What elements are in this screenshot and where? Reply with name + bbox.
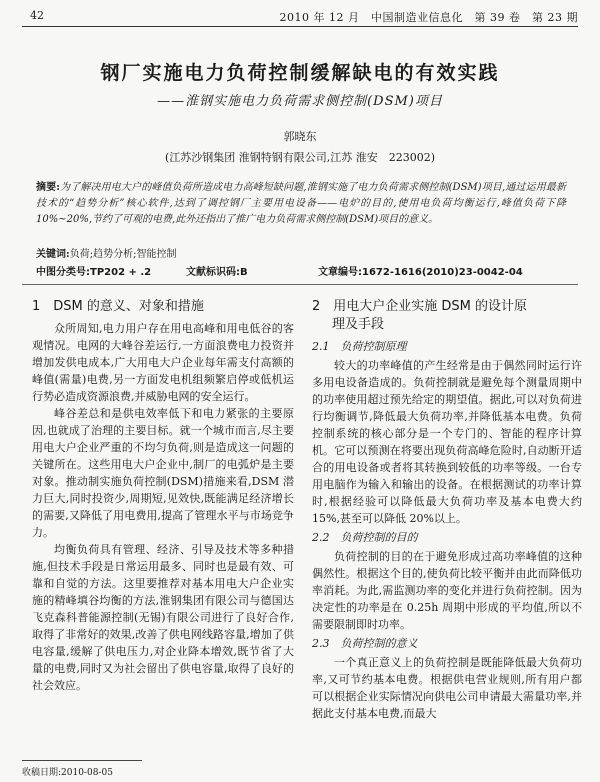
section-1-heading: 1 DSM 的意义、对象和措施 — [32, 299, 204, 314]
keywords-text: 负荷;趋势分析;智能控制 — [69, 249, 177, 260]
keywords — [36, 245, 566, 260]
keywords-label: 关键词: — [36, 249, 70, 260]
paragraph: 较大的功率峰值的产生经常是由于偶然同时运行许多用电设备造成的。负荷控制就是避免每个测量周期中的功率使用超过预先给定的期望值。据此,可以对负荷进行均衡调节,降低最大负荷功率,并降低基本电费。负荷控制系统的核心部分是一个专门的、智能的程序计算机。它可以预测在将要出现负荷高峰危险时,自动断开适合的用电设备或者将其转换到较低的功率等级。一台专用电脑作为输入和输出的设备。在根据测试的功率计算时,根据经验可以降低最大负荷功率及基本电费大约 15%,甚至可以降低 20%以上。 — [312, 359, 582, 525]
abstract-label: 摘要: — [36, 182, 60, 193]
divider — [22, 284, 578, 285]
document-code: 文献标识码:B — [186, 267, 248, 278]
subsection-2-1-heading: 2.1 负荷控制原理 — [312, 340, 407, 353]
subsection-2-3-heading: 2.3 负荷控制的意义 — [312, 637, 418, 650]
article-title: 钢厂实施电力负荷控制缓解缺电的有效实践 — [100, 62, 500, 84]
paragraph: 负荷控制的目的在于避免形成过高功率峰值的这种偶然性。根据这个目的,使负荷比较平衡并由此而降低功率消耗。为此,需监测功率的变化并进行负荷控制。因为决定性的功率是在 0.25h 周期中形成的平均值,所以不需要限制即时功率。 — [312, 550, 582, 631]
article-number: 文章编号:1672-1616(2010)23-0042-04 — [318, 267, 523, 278]
paragraph: 众所周知,电力用户存在用电高峰和用电低谷的客观情况。电网的大峰谷差运行,一方面浪费电力投资并增加发供电成本,广大用电大户企业每年需支付高额的峰值(需量)电费,另一方面发电机组频繁启停或低机运行势必造成资源浪费,并威胁电网的安全运行。 — [32, 322, 294, 403]
author: 郭晓东 — [283, 130, 317, 143]
section-2-heading-line2: 理及手段 — [332, 317, 385, 332]
page-number: 42 — [30, 9, 44, 22]
abstract-text: 为了解决用电大户的峰值负荷所造成电力高峰短缺问题,淮钢实施了电力负荷需求侧控制(DSM)项目,通过运用最新技术的“趋势分析”核心软件,达到了调控钢厂主要用电设备——电炉的目的,使用电负荷均衡运行,峰值负荷下降 10%~20%,节约了可观的电费,此外还指出了推广电力负荷需求侧控制(DSM)项目的意义。 — [36, 182, 566, 225]
section-2-heading-line1: 2 用电大户企业实施 DSM 的设计原 — [312, 299, 528, 314]
paragraph: 均衡负荷具有管理、经济、引导及技术等多种措施,但技术手段是日常运用最多、同时也是最有效、可靠和自觉的方法。这里要推荐对基本用电大户企业实施的精峰填谷均衡的方法,淮钢集团有限公司与德国达飞克森科普能源控制(无锡)有限公司进行了良好合作,取得了非常好的效果,改善了供电网线路容量,增加了供电容量,缓解了供电压力,对企业降本增效,既节省了大量的电费,同时又为社会留出了供电容量,取得了良好的社会效应。 — [32, 543, 294, 692]
subsection-2-2-heading: 2.2 负荷控制的目的 — [312, 531, 418, 544]
clc-number: 中图分类号:TP202 + .2 — [36, 267, 152, 278]
page-header — [22, 4, 578, 27]
paragraph: 峰谷差总和是供电效率低下和电力紧张的主要原因,也就成了治理的主要目标。就一个城市而言,尽主要用电大户企业严重的不均匀负荷,则是造成这一问题的关键所在。这些用电大户企业中,制厂的电弧炉是主要对象。推动制实施负荷控制(DSM)措施来看,DSM 潜力巨大,同时投资少,周期短,见效快,既能满足经济增长的需要,又降低了用电费用,提高了管理水平与市场竞争力。 — [32, 407, 294, 539]
footnote-divider — [22, 760, 142, 761]
received-date: 收稿日期:2010-08-05 — [22, 768, 113, 778]
affiliation: (江苏沙钢集团 淮钢特钢有限公司,江苏 淮安 223002) — [164, 151, 436, 164]
paragraph: 一个真正意义上的负荷控制是既能降低最大负荷功率,又可节约基本电费。根据供电营业规则,所有用户都可以根据企业实际情况向供电公司申请最大需量功率,并据此支付基本电费,而最大 — [312, 656, 582, 720]
section-2-heading — [312, 298, 582, 334]
journal-info: 2010 年 12 月 中国制造业信息化 第 39 卷 第 23 期 — [279, 11, 578, 24]
right-column — [312, 298, 582, 722]
article-subtitle: ——淮钢实施电力负荷需求侧控制(DSM)项目 — [157, 94, 443, 109]
abstract — [36, 180, 566, 228]
left-column — [32, 298, 294, 694]
